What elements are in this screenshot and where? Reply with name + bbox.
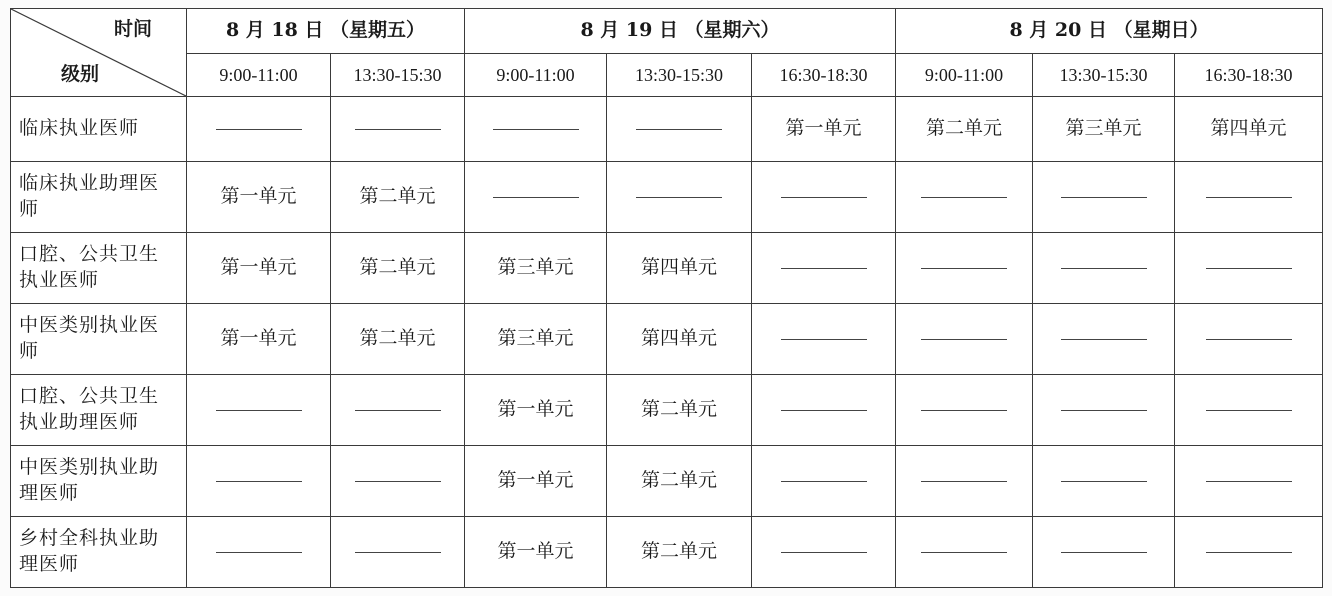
no-exam-dash — [636, 197, 722, 198]
no-exam-dash — [355, 481, 441, 482]
exam-unit-label: 第二单元 — [640, 398, 717, 421]
time-header-cell: 16:30-18:30 — [752, 54, 896, 97]
no-exam-dash — [1206, 197, 1292, 198]
exam-unit-cell — [607, 233, 752, 304]
no-exam-cell — [331, 375, 465, 446]
level-cell: 乡村全科执业助理医师 — [11, 517, 187, 588]
no-exam-dash — [1061, 268, 1147, 269]
table-row — [11, 233, 1323, 304]
exam-unit-label: 第一单元 — [220, 256, 297, 279]
no-exam-dash — [921, 339, 1007, 340]
no-exam-dash — [1061, 197, 1147, 198]
no-exam-dash — [636, 129, 722, 130]
date-header-cell: 8 月 18 日 （星期五） — [187, 9, 465, 54]
no-exam-cell — [1175, 375, 1323, 446]
no-exam-cell — [752, 375, 896, 446]
no-exam-dash — [1061, 410, 1147, 411]
no-exam-cell — [1175, 233, 1323, 304]
level-cell: 口腔、公共卫生执业医师 — [11, 233, 187, 304]
no-exam-cell — [465, 97, 607, 162]
exam-unit-label: 第三单元 — [497, 327, 574, 350]
no-exam-cell — [1033, 375, 1175, 446]
time-header-cell: 13:30-15:30 — [607, 54, 752, 97]
table-row — [11, 304, 1323, 375]
exam-unit-label: 第二单元 — [640, 540, 717, 563]
no-exam-dash — [921, 410, 1007, 411]
exam-unit-label: 第一单元 — [220, 327, 297, 350]
exam-unit-label: 第一单元 — [785, 117, 862, 140]
no-exam-cell — [1175, 517, 1323, 588]
no-exam-cell — [896, 233, 1033, 304]
no-exam-dash — [1206, 339, 1292, 340]
no-exam-cell — [331, 517, 465, 588]
exam-unit-label: 第一单元 — [497, 540, 574, 563]
no-exam-cell — [187, 446, 331, 517]
no-exam-dash — [1061, 481, 1147, 482]
level-cell: 口腔、公共卫生执业助理医师 — [11, 375, 187, 446]
exam-unit-cell — [331, 233, 465, 304]
no-exam-dash — [921, 481, 1007, 482]
table-row — [11, 375, 1323, 446]
exam-unit-label: 第一单元 — [497, 469, 574, 492]
no-exam-cell — [465, 162, 607, 233]
exam-unit-cell — [607, 446, 752, 517]
exam-unit-label: 第一单元 — [220, 185, 297, 208]
no-exam-cell — [1175, 162, 1323, 233]
no-exam-cell — [896, 517, 1033, 588]
no-exam-cell — [187, 375, 331, 446]
no-exam-dash — [921, 197, 1007, 198]
exam-unit-label: 第二单元 — [926, 117, 1003, 140]
exam-unit-cell — [187, 304, 331, 375]
exam-unit-cell — [465, 233, 607, 304]
time-header-cell: 9:00-11:00 — [465, 54, 607, 97]
no-exam-dash — [921, 268, 1007, 269]
no-exam-dash — [781, 481, 867, 482]
exam-unit-cell — [896, 97, 1033, 162]
no-exam-cell — [896, 162, 1033, 233]
no-exam-cell — [896, 446, 1033, 517]
exam-unit-cell — [607, 304, 752, 375]
no-exam-dash — [216, 129, 302, 130]
no-exam-cell — [1033, 517, 1175, 588]
table-row — [11, 446, 1323, 517]
exam-unit-cell — [607, 517, 752, 588]
level-cell: 中医类别执业医师 — [11, 304, 187, 375]
no-exam-dash — [1061, 552, 1147, 553]
exam-unit-cell — [331, 304, 465, 375]
header-row-dates — [11, 9, 1323, 54]
no-exam-cell — [187, 517, 331, 588]
no-exam-cell — [1175, 304, 1323, 375]
exam-unit-cell — [187, 162, 331, 233]
date-header-cell: 8 月 20 日 （星期日） — [896, 9, 1323, 54]
no-exam-cell — [1175, 446, 1323, 517]
time-header-cell: 9:00-11:00 — [187, 54, 331, 97]
exam-unit-cell — [465, 375, 607, 446]
no-exam-dash — [216, 481, 302, 482]
table-row — [11, 97, 1323, 162]
no-exam-cell — [1033, 233, 1175, 304]
exam-unit-label: 第二单元 — [359, 327, 436, 350]
exam-unit-cell — [331, 162, 465, 233]
exam-unit-label: 第二单元 — [359, 185, 436, 208]
level-cell: 中医类别执业助理医师 — [11, 446, 187, 517]
exam-unit-cell — [607, 375, 752, 446]
no-exam-dash — [781, 410, 867, 411]
time-header-cell: 13:30-15:30 — [331, 54, 465, 97]
no-exam-dash — [921, 552, 1007, 553]
no-exam-cell — [896, 304, 1033, 375]
exam-unit-label: 第三单元 — [497, 256, 574, 279]
exam-unit-label: 第三单元 — [1065, 117, 1142, 140]
no-exam-dash — [1061, 339, 1147, 340]
no-exam-cell — [1033, 304, 1175, 375]
exam-unit-cell — [752, 97, 896, 162]
no-exam-dash — [355, 129, 441, 130]
exam-unit-cell — [465, 446, 607, 517]
no-exam-dash — [493, 129, 579, 130]
no-exam-cell — [607, 162, 752, 233]
exam-unit-cell — [465, 304, 607, 375]
corner-label-time: 时间 — [113, 18, 152, 40]
no-exam-dash — [493, 197, 579, 198]
exam-schedule-table — [10, 8, 1323, 588]
no-exam-cell — [752, 517, 896, 588]
no-exam-dash — [781, 197, 867, 198]
no-exam-cell — [752, 446, 896, 517]
no-exam-cell — [187, 97, 331, 162]
no-exam-cell — [1033, 446, 1175, 517]
no-exam-dash — [216, 552, 302, 553]
exam-unit-cell — [187, 233, 331, 304]
time-header-cell: 16:30-18:30 — [1175, 54, 1323, 97]
no-exam-cell — [896, 375, 1033, 446]
exam-unit-label: 第一单元 — [497, 398, 574, 421]
exam-unit-cell — [1175, 97, 1323, 162]
no-exam-dash — [781, 339, 867, 340]
no-exam-dash — [1206, 481, 1292, 482]
no-exam-dash — [216, 410, 302, 411]
no-exam-dash — [781, 552, 867, 553]
no-exam-cell — [331, 97, 465, 162]
table-row — [11, 162, 1323, 233]
exam-unit-label: 第四单元 — [640, 256, 717, 279]
no-exam-dash — [781, 268, 867, 269]
corner-label-level: 级别 — [61, 63, 100, 86]
no-exam-cell — [752, 162, 896, 233]
no-exam-cell — [607, 97, 752, 162]
time-header-cell: 9:00-11:00 — [896, 54, 1033, 97]
exam-unit-cell — [465, 517, 607, 588]
no-exam-dash — [355, 410, 441, 411]
table-row — [11, 517, 1323, 588]
no-exam-dash — [1206, 410, 1292, 411]
no-exam-cell — [331, 446, 465, 517]
exam-unit-label: 第二单元 — [640, 469, 717, 492]
no-exam-cell — [752, 304, 896, 375]
corner-header-cell — [11, 9, 187, 97]
no-exam-dash — [1206, 268, 1292, 269]
no-exam-dash — [1206, 552, 1292, 553]
time-header-cell: 13:30-15:30 — [1033, 54, 1175, 97]
date-header-cell: 8 月 19 日 （星期六） — [465, 9, 896, 54]
no-exam-cell — [1033, 162, 1175, 233]
level-cell: 临床执业医师 — [11, 97, 187, 162]
exam-unit-label: 第四单元 — [1210, 117, 1287, 140]
no-exam-dash — [355, 552, 441, 553]
header-row-times — [11, 54, 1323, 97]
exam-unit-label: 第二单元 — [359, 256, 436, 279]
no-exam-cell — [752, 233, 896, 304]
exam-unit-label: 第四单元 — [640, 327, 717, 350]
level-cell: 临床执业助理医师 — [11, 162, 187, 233]
exam-unit-cell — [1033, 97, 1175, 162]
